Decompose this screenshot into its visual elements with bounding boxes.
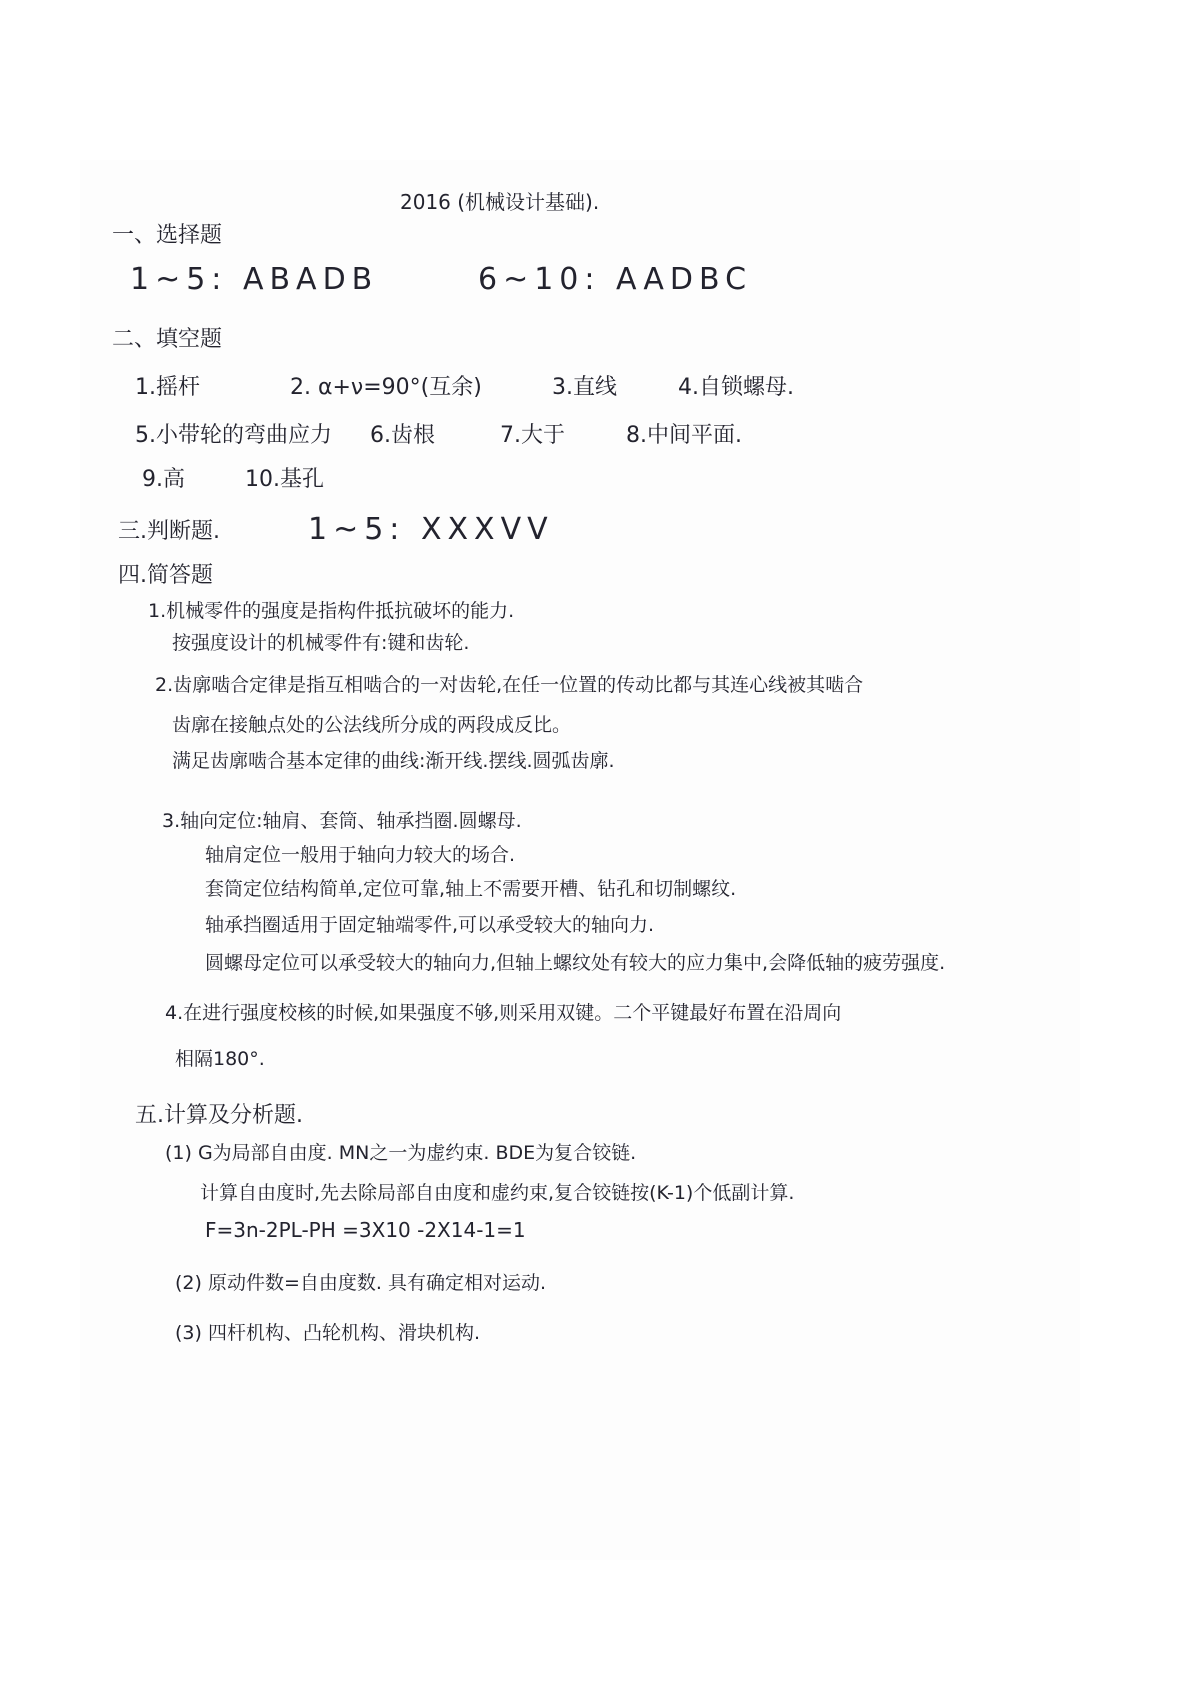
short-answer-line: 套筒定位结构简单,定位可靠,轴上不需要开槽、钻孔和切制螺纹. bbox=[205, 878, 737, 900]
fill-answer-6: 6.齿根 bbox=[370, 423, 435, 448]
short-answer-line: 圆螺母定位可以承受较大的轴向力,但轴上螺纹处有较大的应力集中,会降低轴的疲劳强度. bbox=[205, 952, 946, 974]
short-answer-line: 相隔180°. bbox=[175, 1048, 265, 1070]
section-2-heading: 二、填空题 bbox=[112, 327, 223, 352]
short-answer-line: 1.机械零件的强度是指构件抵抗破坏的能力. bbox=[148, 600, 515, 622]
short-answer-line: 按强度设计的机械零件有:键和齿轮. bbox=[172, 632, 470, 654]
short-answer-line: 轴承挡圈适用于固定轴端零件,可以承受较大的轴向力. bbox=[205, 914, 655, 936]
calc-answer-line: (3) 四杆机构、凸轮机构、滑块机构. bbox=[175, 1322, 480, 1344]
section-1-heading: 一、选择题 bbox=[112, 223, 223, 248]
choice-answers-1-5: 1~5: ABADB bbox=[130, 262, 379, 297]
short-answer-line: 齿廓在接触点处的公法线所分成的两段成反比。 bbox=[172, 714, 572, 736]
section-5-heading: 五.计算及分析题. bbox=[135, 1103, 303, 1128]
short-answer-line: 轴肩定位一般用于轴向力较大的场合. bbox=[205, 844, 516, 866]
fill-answer-9: 9.高 bbox=[142, 467, 185, 492]
calc-answer-line: (1) G为局部自由度. MN之一为虚约束. BDE为复合铰链. bbox=[165, 1142, 637, 1164]
calc-answer-line: (2) 原动件数=自由度数. 具有确定相对运动. bbox=[175, 1272, 546, 1294]
short-answer-line: 3.轴向定位:轴肩、套筒、轴承挡圈.圆螺母. bbox=[162, 810, 522, 832]
choice-answers-6-10: 6~10: AADBC bbox=[478, 262, 753, 297]
fill-answer-1: 1.摇杆 bbox=[135, 375, 200, 400]
short-answer-line: 4.在进行强度校核的时候,如果强度不够,则采用双键。二个平键最好布置在沿周向 bbox=[165, 1002, 842, 1024]
fill-answer-2: 2. α+ν=90°(互余) bbox=[290, 375, 482, 400]
fill-answer-4: 4.自锁螺母. bbox=[678, 375, 794, 400]
fill-answer-8: 8.中间平面. bbox=[626, 423, 742, 448]
fill-answer-10: 10.基孔 bbox=[245, 467, 324, 492]
short-answer-line: 2.齿廓啮合定律是指互相啮合的一对齿轮,在任一位置的传动比都与其连心线被其啮合 bbox=[155, 674, 864, 696]
calc-formula: F=3n-2PL-PH =3X10 -2X14-1=1 bbox=[205, 1218, 526, 1242]
fill-answer-5: 5.小带轮的弯曲应力 bbox=[135, 423, 332, 448]
section-3-heading: 三.判断题. bbox=[118, 519, 220, 544]
section-4-heading: 四.简答题 bbox=[118, 563, 213, 588]
fill-answer-7: 7.大于 bbox=[500, 423, 565, 448]
judge-answers: 1~5: XXXVV bbox=[308, 512, 554, 547]
page-title: 2016 (机械设计基础). bbox=[400, 190, 600, 214]
short-answer-line: 满足齿廓啮合基本定律的曲线:渐开线.摆线.圆弧齿廓. bbox=[172, 750, 615, 772]
fill-answer-3: 3.直线 bbox=[552, 375, 617, 400]
calc-answer-line: 计算自由度时,先去除局部自由度和虚约束,复合铰链按(K-1)个低副计算. bbox=[200, 1182, 795, 1204]
